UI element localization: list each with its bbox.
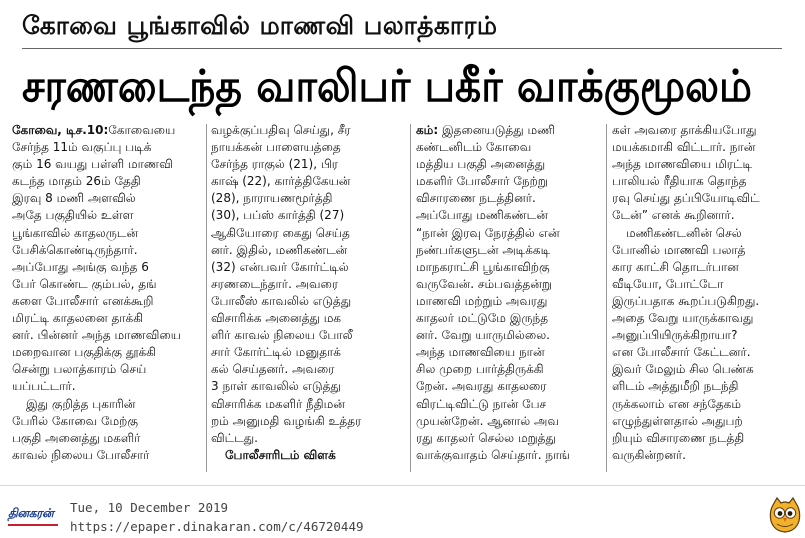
article-line: சேர்ந்த ராகுல் (21), பிர — [211, 157, 339, 172]
column-divider — [410, 124, 411, 472]
subheading-line: போலீசாரிடம் விளக் — [225, 447, 336, 462]
article-line: வருவேன். சம்பவத்தன்று — [416, 276, 552, 291]
article-line: பேரில் கோவை மேற்கு — [12, 413, 138, 428]
article-line: மாணவி மற்றும் அவரது — [416, 293, 548, 308]
footer-divider — [0, 485, 805, 486]
dinakaran-logo[interactable]: தினகரன் — [8, 506, 54, 520]
headline-text: சரணடைந்த வாலிபர் பகீர் வாக்குமூலம் — [22, 61, 752, 112]
article-line: காதலர் மட்டுமே இருந்த — [416, 311, 549, 326]
article-line: றம் அனுமதி வழங்கி உத்தர — [211, 413, 362, 428]
article-line: அனுப்பியிருக்கிறாயா? — [612, 328, 738, 343]
article-line: சார் கோர்ட்டில் மனுதாக் — [211, 345, 341, 360]
article-line: வருகின்றனர். — [612, 447, 686, 462]
article-line: னர். வேறு யாருமில்லை. — [416, 328, 550, 343]
column-divider — [206, 124, 207, 472]
article-line: கார காட்சி தொடர்பான — [612, 259, 739, 274]
article-line: அந்த மாணவியை நான் — [416, 345, 545, 360]
article-line: ஆகியோரை கைது செய்த — [211, 225, 350, 240]
article-line: பகுதி அனைத்து மகளிர் — [12, 430, 141, 445]
article-column-1 — [12, 122, 202, 477]
article-line: களை போலீசார் எனக்கூறி — [12, 293, 154, 308]
article-line: இரவு 8 மணி அளவில் — [12, 191, 136, 206]
article-line: கல் செய்தனர். அவரை — [211, 362, 335, 377]
article-line: போனில் மாணவி பலாத் — [612, 242, 746, 257]
article-column-4 — [612, 122, 790, 477]
article-line: சில முறை பார்த்திருக்கி — [416, 362, 544, 377]
article-text: இதனையடுத்து மணி — [438, 123, 555, 137]
article-line: மயக்கமாகி விட்டார். நான் — [612, 140, 756, 155]
article-line: விட்டது. — [211, 430, 258, 445]
article-line: (28), நாராயணமூர்த்தி — [211, 191, 333, 206]
article-line: மறைவான பகுதிக்கு தூக்கி — [12, 345, 156, 360]
article-line: என போலீசார் கேட்டனர். — [612, 345, 751, 360]
article-line: அந்த மாணவியை மிரட்டி — [612, 157, 753, 172]
kicker-divider — [22, 48, 782, 49]
article-line: டேன்” எனக் கூறினார். — [612, 208, 735, 223]
article-line: பேர் கொண்ட கும்பல், தங் — [12, 276, 157, 291]
article-line: ளிடம் அத்துமீறி நடந்தி — [612, 379, 739, 394]
article-line: சேர்ந்த 11ம் வகுப்பு படிக் — [12, 140, 152, 155]
owl-icon — [768, 496, 802, 534]
article-line: முயன்றேன். ஆனால் அவ — [416, 413, 559, 428]
article-line: மிரட்டி காதலனை தாக்கி — [12, 311, 144, 326]
article-line: சென்று பலாத்காரம் செய் — [12, 362, 147, 377]
article-line: இருப்பதாக கூறப்படுகிறது. — [612, 293, 760, 308]
column-divider — [606, 124, 607, 472]
article-line: சரணடைந்தார். அவரை — [211, 276, 339, 291]
article-line: காவல் நிலைய போலீசார் — [12, 447, 150, 462]
article-line: விசாரிக்க அனைத்து மக — [211, 311, 342, 326]
article-line: அதே பகுதியில் உள்ள — [12, 208, 134, 223]
article-line: ரது காதலர் செல்ல மறுத்து — [416, 430, 556, 445]
article-line: பூங்காவில் காதலருடன் — [12, 225, 139, 240]
article-line: கடந்த மாதம் 26ம் தேதி — [12, 174, 141, 189]
article-line: மாநகராட்சி பூங்காவிற்கு — [416, 259, 550, 274]
article-line: இது குறித்த புகாரின் — [26, 396, 136, 411]
article-line: எழுந்துள்ளதால் அதுபற் — [612, 413, 743, 428]
article-column-2 — [211, 122, 403, 477]
article-line — [12, 122, 202, 139]
article-line: அப்போது மணிகண்டன் — [416, 208, 548, 223]
kicker-headline — [22, 3, 782, 49]
logo-underline — [8, 524, 58, 526]
article-line: நாயக்கன் பாளையத்தை — [211, 140, 341, 155]
article-line: இவர் மேலும் சில பெண்க — [612, 362, 754, 377]
article-line: னர். இதில், மணிகண்டன் — [211, 242, 348, 257]
footer-meta — [70, 498, 364, 536]
article-line: வீடியோ, போட்டோ — [612, 276, 724, 291]
edition-date: Tue, 10 December 2019 — [70, 500, 229, 515]
article-line — [416, 122, 599, 139]
article-line: மத்திய பகுதி அனைத்து — [416, 157, 546, 172]
article-line: கள் அவரை தாக்கியபோது — [612, 123, 757, 137]
article-line: ரவு செய்து தப்பியோடிவிட் — [612, 191, 760, 206]
article-line: போலீஸ் காவலில் எடுத்து — [211, 293, 352, 308]
article-line: விரட்டிவிட்டு நான் பேச — [416, 396, 547, 411]
article-line: னர். பின்னர் அந்த மாணவியை — [12, 328, 181, 343]
article-line: அதை வேறு யாருக்காவது — [612, 311, 754, 326]
article-line: வாக்குவாதம் செய்தார். நாங் — [416, 447, 570, 462]
article-line: அப்போது அங்கு வந்த 6 — [12, 259, 149, 274]
article-line: ளிர் காவல் நிலைய போலீ — [211, 328, 353, 343]
article-line: நண்பர்களுடன் அடிக்கடி — [416, 242, 551, 257]
article-line: (30), பப்ஸ் கார்த்தி (27) — [211, 208, 345, 223]
article-line: றேன். அவரது காதலரை — [416, 379, 547, 394]
article-line: யப்பட்டார். — [12, 379, 76, 394]
article-line: றியும் விசாரணை நடத்தி — [612, 430, 745, 445]
article-line: காஷ் (22), கார்த்திகேயன் — [211, 174, 351, 189]
article-line: “நான் இரவு நேரத்தில் என் — [416, 225, 560, 240]
article-line: ருக்கலாம் என சந்தேகம் — [612, 396, 741, 411]
article-line: கும் 16 வயது பள்ளி மாணவி — [12, 157, 173, 172]
article-column-3 — [416, 122, 599, 477]
article-line: பாலியல் ரீதியாக தொந்த — [612, 174, 747, 189]
kicker-text: கோவை பூங்காவில் மாணவி பலாத்காரம் — [22, 11, 498, 40]
article-line: 3 நாள் காவலில் எடுத்து — [211, 379, 341, 394]
article-line: (32) என்பவர் கோர்ட்டில் — [211, 259, 349, 274]
article-body — [12, 122, 788, 477]
article-line: விசாரணை நடத்தினர். — [416, 191, 536, 206]
article-line: மகளிர் போலீசார் நேற்று — [416, 174, 548, 189]
subheading-tail: கம்: — [416, 123, 439, 137]
article-line: பேசிக்கொண்டிருந்தார். — [12, 242, 138, 257]
main-headline — [22, 55, 782, 119]
article-text: கோவையை — [108, 123, 176, 137]
article-line: மணிகண்டனின் செல் — [626, 225, 742, 240]
epaper-url[interactable]: https://epaper.dinakaran.com/c/46720449 — [70, 519, 364, 534]
article-line: விசாரிக்க மகளிர் நீதிமன் — [211, 396, 345, 411]
dateline: கோவை, டிச.10: — [12, 123, 109, 137]
article-line: கண்டனிடம் கோவை — [416, 140, 532, 155]
article-line: வழக்குப்பதிவு செய்து, சீர — [211, 123, 351, 137]
